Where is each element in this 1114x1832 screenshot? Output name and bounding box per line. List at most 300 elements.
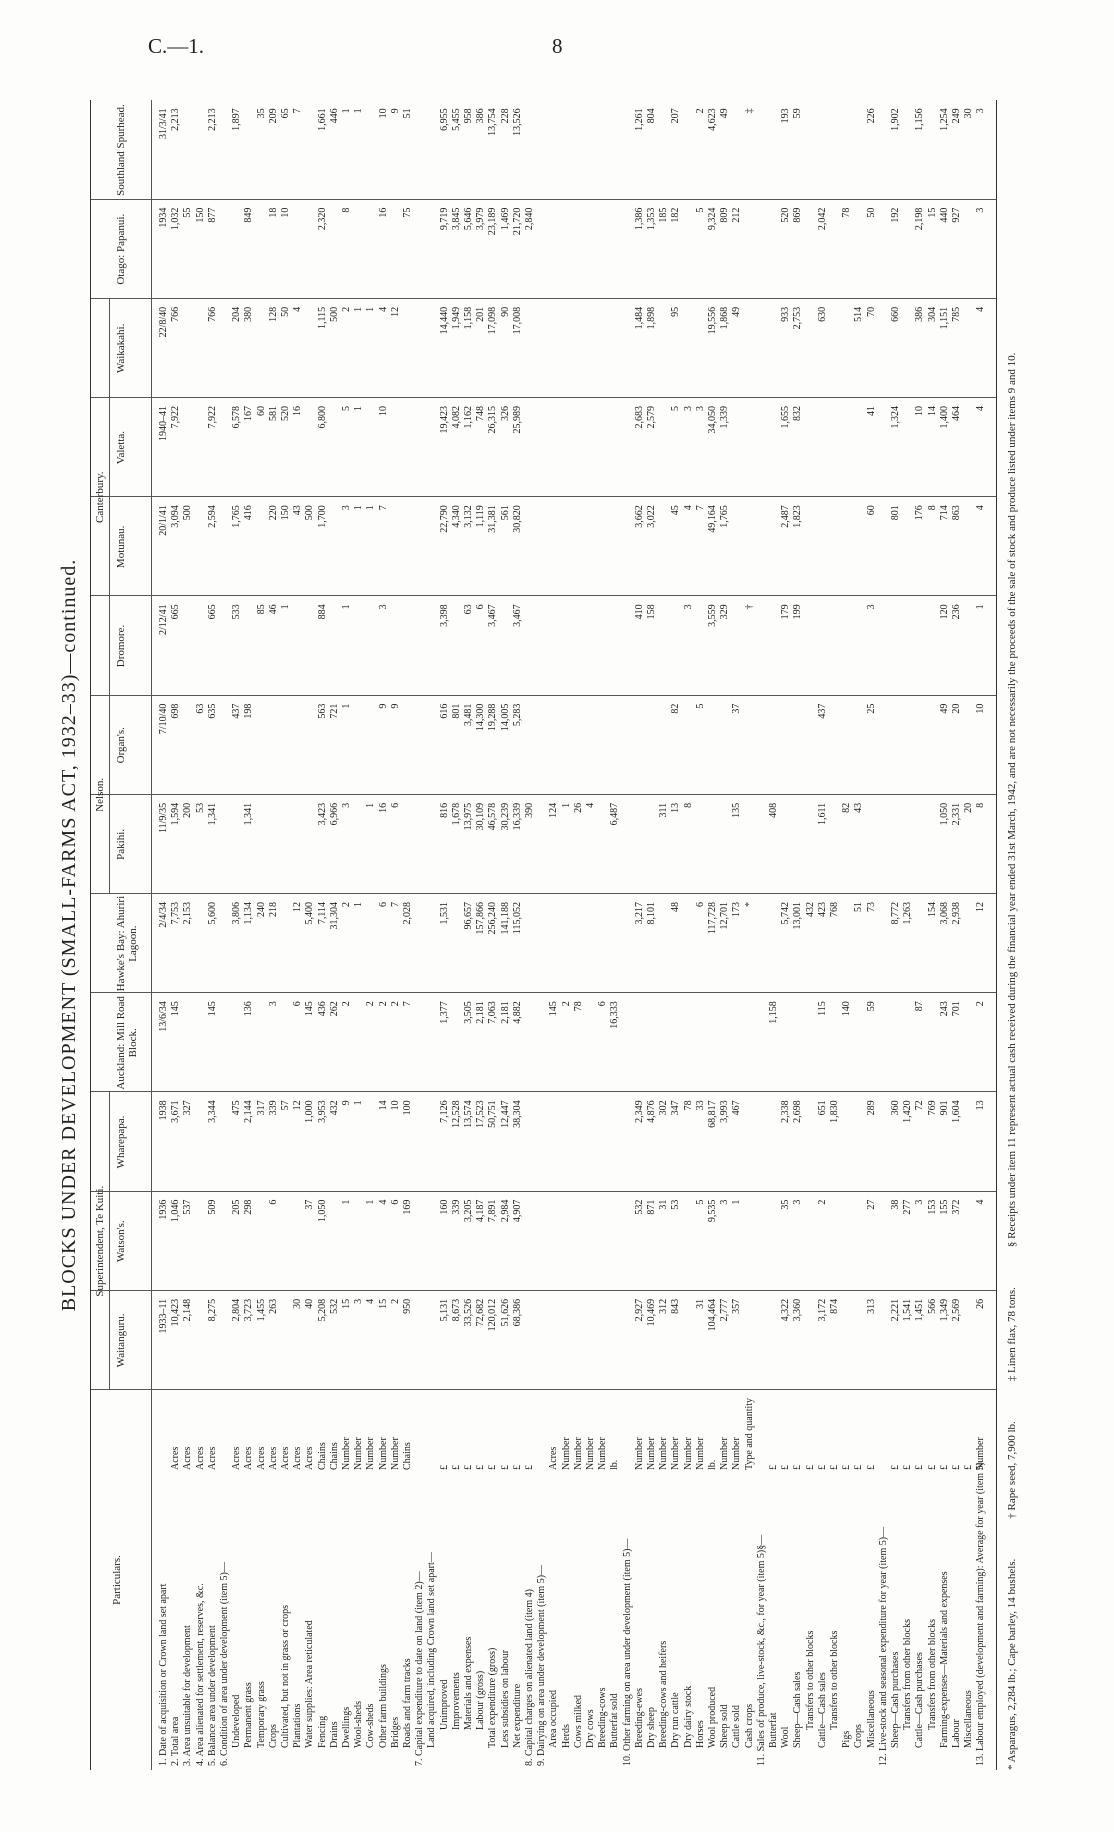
table-cell: 19,556 [707, 306, 718, 335]
row-label: Wool-sheds [353, 1701, 365, 1748]
table-cell: 339 [267, 1100, 279, 1116]
table-cell: 721 [328, 703, 340, 719]
table-cell: 6,966 [328, 802, 340, 826]
table-cell: 3 [694, 406, 706, 412]
table-cell: 849 [243, 207, 255, 223]
row-unit: £ [475, 1465, 487, 1470]
table-cell: 18 [267, 207, 279, 218]
table-cell: 205 [231, 1199, 243, 1215]
table-cell: 263 [267, 1298, 279, 1314]
table-cell: 1,765 [231, 505, 243, 528]
table-cell: 72,682 [475, 1298, 487, 1327]
table-cell: 2 [377, 1001, 389, 1007]
row-unit: Acres [182, 1446, 194, 1470]
table-cell: 1,898 [646, 306, 657, 330]
table-cell: 1,604 [951, 1100, 962, 1123]
table-cell: 537 [182, 1199, 194, 1215]
table-cell: 3,467 [511, 604, 523, 627]
row-label: Fencing [316, 1715, 328, 1748]
table-cell: 21,720 [511, 207, 523, 236]
row-label: Crops [853, 1724, 865, 1748]
table-cell: 2 [816, 1199, 828, 1205]
table-cell: 1,451 [914, 1298, 926, 1322]
table-cell: 82 [670, 703, 682, 714]
table-cell: 446 [328, 108, 340, 124]
footnote: ‡ Linen flax, 78 tons. [1006, 1287, 1018, 1382]
table-cell: 25,989 [511, 406, 523, 434]
table-cell: 53 [194, 802, 206, 813]
table-cell: 329 [719, 604, 731, 620]
table-cell: 7,891 [487, 1199, 499, 1223]
table-cell: 104,464 [707, 1298, 718, 1332]
table-cell: 500 [182, 505, 194, 521]
table-cell: 19,288 [487, 703, 499, 732]
table-cell: 55 [182, 207, 194, 218]
table-cell: 72 [914, 1100, 926, 1111]
table-cell: 2,594 [206, 505, 218, 528]
table-cell: 49 [731, 306, 743, 317]
table-cell: 145 [206, 1001, 218, 1017]
table-cell: 2 [341, 1001, 352, 1007]
table-cell: 50 [280, 306, 291, 317]
table-cell: 14,440 [438, 306, 450, 335]
table-cell: 416 [243, 505, 255, 521]
table-cell: 6,955 [438, 108, 450, 131]
table-cell: 2,683 [633, 406, 645, 429]
row-unit: Number [585, 1437, 596, 1470]
row-unit: £ [487, 1465, 499, 1470]
table-cell: 1,156 [914, 108, 926, 131]
table-cell: 532 [328, 1298, 340, 1314]
table-cell: 8,772 [890, 902, 901, 925]
table-cell: 7,126 [438, 1100, 450, 1123]
table-cell: 5,208 [316, 1298, 328, 1322]
table-cell: 877 [206, 207, 218, 223]
row-unit: Acres [292, 1446, 304, 1470]
table-cell: 226 [865, 108, 877, 124]
row-unit: £ [951, 1465, 962, 1470]
column-header: Pakihi. [115, 828, 127, 860]
table-cell: 201 [475, 306, 487, 322]
table-cell: 901 [938, 1100, 950, 1116]
table-cell: 1 [365, 1199, 377, 1205]
table-cell: 1 [341, 108, 352, 114]
row-label: Undeveloped [231, 1694, 243, 1748]
row-unit: Number [389, 1437, 401, 1470]
table-cell: 1,594 [170, 802, 182, 826]
table-cell: 1,655 [780, 406, 792, 429]
row-label: 2. Total area [170, 1716, 182, 1766]
table-cell: 311 [658, 802, 670, 818]
table-cell: 4 [682, 505, 694, 511]
table-cell: 4 [377, 1199, 389, 1205]
table-cell: 2,213 [206, 108, 218, 131]
table-cell: 1 [341, 703, 352, 709]
table-cell: 11/9/35 [158, 802, 169, 833]
row-label: Drains [328, 1721, 340, 1748]
table-cell: 153 [926, 1199, 938, 1215]
table-cell: 198 [243, 703, 255, 719]
row-label: Roads and farm tracks [402, 1658, 413, 1748]
row-unit: £ [902, 1465, 914, 1470]
table-cell: 57 [280, 1100, 291, 1111]
table-cell: 7,922 [206, 406, 218, 429]
table-cell: 801 [450, 703, 462, 719]
table-cell: 51 [402, 108, 413, 119]
table-cell: 1 [975, 604, 987, 610]
row-label: Cows milked [572, 1694, 584, 1748]
column-divider [91, 595, 996, 596]
table-cell: 533 [231, 604, 243, 620]
table-cell: 25 [865, 703, 877, 714]
row-label: Dry sheep [646, 1707, 657, 1748]
row-label: Sheep—Cash sales [792, 1671, 804, 1748]
table-cell: 6 [377, 902, 389, 908]
row-unit: Number [560, 1437, 572, 1470]
table-cell: 155 [938, 1199, 950, 1215]
row-unit: £ [853, 1465, 865, 1470]
row-label: Farming-expenses—Materials and expenses [938, 1571, 950, 1748]
row-unit: Number [694, 1437, 706, 1470]
table-cell: 38,304 [511, 1100, 523, 1128]
table-cell: 243 [938, 1001, 950, 1017]
row-unit: Acres [243, 1446, 255, 1470]
table-cell: 360 [890, 1100, 901, 1116]
table-cell: 3,993 [719, 1100, 731, 1123]
column-group-header: Nelson. [94, 777, 106, 812]
table-cell: 5 [694, 703, 706, 709]
table-cell: 1,902 [890, 108, 901, 131]
table-cell: 289 [865, 1100, 877, 1116]
table-cell: 31/3/41 [158, 108, 169, 139]
table-cell: 30,239 [499, 802, 511, 831]
table-cell: 1,050 [938, 802, 950, 826]
table-cell: 520 [280, 406, 291, 422]
table-cell: 13 [670, 802, 682, 813]
table-cell: 2,181 [475, 1001, 487, 1024]
table-cell: 10 [280, 207, 291, 218]
table-cell: 15 [377, 1298, 389, 1309]
table-cell: 386 [475, 108, 487, 124]
table-cell: 228 [499, 108, 511, 124]
column-divider [91, 199, 996, 200]
row-label: Breeding-cows [597, 1687, 609, 1748]
table-cell: 950 [402, 1298, 413, 1314]
table-cell: 1 [353, 108, 365, 114]
table-cell: 59 [865, 1001, 877, 1012]
table-cell: 16 [377, 802, 389, 813]
table-cell: 698 [170, 703, 182, 719]
table-cell: 158 [646, 604, 657, 620]
table-cell: 475 [231, 1100, 243, 1116]
row-label: Cultivated, but not in grass or crops [280, 1604, 291, 1748]
table-cell: 1 [365, 306, 377, 312]
table-cell: 1,455 [255, 1298, 267, 1322]
page-reference: C.—1. [148, 34, 205, 58]
table-cell: 1,541 [902, 1298, 914, 1322]
row-label: 7. Capital expenditure to date on land (item 2)— [414, 1571, 426, 1766]
table-cell: 3,505 [463, 1001, 474, 1024]
table-cell: 204 [231, 306, 243, 322]
table-cell: 95 [670, 306, 682, 317]
table-cell: 19,423 [438, 406, 450, 434]
row-unit: £ [926, 1465, 938, 1470]
table-cell: 150 [194, 207, 206, 223]
column-divider [91, 1191, 996, 1192]
row-unit: Chains [402, 1442, 413, 1470]
table-cell: 2,028 [402, 902, 413, 925]
table-cell: 78 [841, 207, 853, 218]
table-cell: 660 [890, 306, 901, 322]
row-label: 4. Area alienated for settlement, reserves, &c. [194, 1583, 206, 1766]
table-cell: 3,344 [206, 1100, 218, 1123]
table-cell: 372 [951, 1199, 962, 1215]
table-cell: 509 [206, 1199, 218, 1215]
row-label: Improvements [450, 1672, 462, 1730]
table-cell: 167 [243, 406, 255, 422]
table-cell: 1,420 [902, 1100, 914, 1123]
table-cell: 12 [975, 902, 987, 913]
table-cell: 43 [853, 802, 865, 813]
table-cell: 3,671 [170, 1100, 182, 1123]
table-cell: 1,046 [170, 1199, 182, 1223]
table-cell: 4 [585, 802, 596, 808]
row-label: Breeding-cows and heifers [658, 1640, 670, 1748]
table-cell: 136 [243, 1001, 255, 1017]
table-cell: 185 [658, 207, 670, 223]
table-cell: 313 [865, 1298, 877, 1314]
table-cell: 408 [768, 802, 779, 818]
table-cell: 2 [389, 1298, 401, 1304]
row-label: Other farm buildings [377, 1664, 389, 1748]
table-cell: 4,876 [646, 1100, 657, 1123]
table-cell: 2,698 [792, 1100, 804, 1123]
table-cell: 60 [255, 406, 267, 417]
table-cell: 1,324 [890, 406, 901, 429]
table-cell: 766 [206, 306, 218, 322]
row-label: Land acquired, including Crown land set apart— [426, 1552, 438, 1748]
table-cell: 40 [304, 1298, 316, 1309]
table-cell: 10,423 [170, 1298, 182, 1327]
row-unit: Number [572, 1437, 584, 1470]
table-cell: 9 [389, 703, 401, 709]
row-label: Cow-sheds [365, 1703, 377, 1748]
table-cell: 714 [938, 505, 950, 521]
row-unit: £ [450, 1465, 462, 1470]
table-cell: 12 [292, 1100, 304, 1111]
row-label: Cattle—Cash purchases [914, 1652, 926, 1748]
table-cell: 2,927 [633, 1298, 645, 1322]
table-cell: 2,198 [914, 207, 926, 231]
table-cell: 1936 [158, 1199, 169, 1220]
table-cell: 871 [646, 1199, 657, 1215]
table-cell: 9 [377, 703, 389, 709]
table-cell: 665 [206, 604, 218, 620]
table-cell: 1 [365, 802, 377, 808]
table-cell: 4,082 [450, 406, 462, 429]
row-unit: £ [524, 1465, 535, 1470]
table-cell: 339 [450, 1199, 462, 1215]
table-cell: 10 [377, 108, 389, 119]
table-cell: 115 [816, 1001, 828, 1016]
row-unit: £ [938, 1465, 950, 1470]
table-cell: 10 [914, 406, 926, 417]
table-cell: 5 [670, 406, 682, 412]
table-cell: 436 [316, 1001, 328, 1017]
table-cell: 5,283 [511, 703, 523, 727]
table-cell: 1,531 [438, 902, 450, 925]
row-label: Water supplies: Area reticulated [304, 1620, 316, 1748]
row-unit: Number [597, 1437, 609, 1470]
table-cell: 13/6/34 [158, 1001, 169, 1032]
table-cell: 124 [548, 802, 560, 818]
table-cell: 14 [926, 406, 938, 417]
table-cell: 1,119 [475, 505, 487, 528]
table-cell: 6 [267, 1199, 279, 1205]
group-underline [109, 1092, 110, 1390]
table-cell: 651 [816, 1100, 828, 1116]
table-cell: 23,189 [487, 207, 499, 236]
table-cell: 249 [951, 108, 962, 124]
table-cell: 5 [694, 207, 706, 213]
table-cell: 16,333 [609, 1001, 621, 1029]
table-cell: 2,221 [890, 1298, 901, 1322]
table-cell: 6 [475, 604, 487, 610]
table-cell: 200 [182, 802, 194, 818]
table-cell: 117,728 [707, 902, 718, 935]
table-cell: 5 [341, 406, 352, 412]
table-cell: 12,528 [450, 1100, 462, 1128]
table-cell: 1934 [158, 207, 169, 228]
table-cell: 8 [975, 802, 987, 808]
table-cell: 141,188 [499, 902, 511, 935]
table-cell: 82 [841, 802, 853, 813]
row-unit: Acres [255, 1446, 267, 1470]
column-header: Waitanguru. [115, 1313, 127, 1368]
table-cell: 160 [438, 1199, 450, 1215]
table-cell: 277 [902, 1199, 914, 1215]
row-label: Dwellings [341, 1706, 352, 1748]
row-unit: Number [353, 1437, 365, 1470]
table-cell: 843 [670, 1298, 682, 1314]
row-unit: Number [731, 1437, 743, 1470]
table-cell: 13,975 [463, 802, 474, 831]
column-header: Auckland: Mill Road Block. [115, 996, 139, 1090]
table-cell: 1,353 [646, 207, 657, 231]
table-cell: 1,897 [231, 108, 243, 131]
table-cell: 884 [316, 604, 328, 620]
table-cell: 68,817 [707, 1100, 718, 1128]
table-cell: 2,569 [951, 1298, 962, 1322]
table-cell: 3 [975, 108, 987, 114]
row-unit: Number [975, 1437, 987, 1470]
table-cell: 199 [792, 604, 804, 620]
particulars-header: Particulars. [111, 1555, 123, 1605]
table-cell: 35 [780, 1199, 792, 1210]
row-unit: Chains [316, 1442, 328, 1470]
table-cell: 50,751 [487, 1100, 499, 1128]
table-cell: 2,487 [780, 505, 792, 528]
table-cell: 1,254 [938, 108, 950, 131]
table-cell: 4,882 [511, 1001, 523, 1024]
table-cell: 4,623 [707, 108, 718, 131]
column-header: Otago: Papanui. [115, 213, 127, 285]
table-cell: 2,579 [646, 406, 657, 429]
table-cell: 1,341 [206, 802, 218, 826]
table-cell: 1,032 [170, 207, 182, 231]
table-cell: 8,673 [450, 1298, 462, 1322]
table-cell: * [743, 902, 755, 908]
row-unit: Acres [170, 1446, 182, 1470]
row-unit: Acres [194, 1446, 206, 1470]
table-cell: 182 [670, 207, 682, 223]
table-cell: 1 [341, 604, 352, 610]
table-cell: 1,349 [938, 1298, 950, 1322]
table-cell: 51 [853, 902, 865, 913]
table-cell: 120 [938, 604, 950, 620]
row-unit: Chains [328, 1442, 340, 1470]
row-label: 10. Other farming on area under development (item 5)— [621, 1538, 633, 1766]
table-cell: 3,132 [463, 505, 474, 528]
table-cell: 298 [243, 1199, 255, 1215]
row-label: Transfers from other blocks [902, 1618, 914, 1730]
row-label: Cash crops [743, 1703, 755, 1748]
table-cell: 13,574 [463, 1100, 474, 1128]
table-cell: 78 [682, 1100, 694, 1111]
table-cell: 2,338 [780, 1100, 792, 1123]
table-cell: 874 [829, 1298, 840, 1314]
table-cell: 179 [780, 604, 792, 620]
table-cell: 60 [865, 505, 877, 516]
table-cell: 2,349 [633, 1100, 645, 1123]
table-cell: 8 [682, 802, 694, 808]
row-unit: lb. [707, 1459, 718, 1470]
row-unit: Acres [267, 1446, 279, 1470]
table-cell: 1 [353, 1100, 365, 1106]
table-cell: 63 [463, 604, 474, 615]
row-label: 12. Live-stock and seasonal expenditure for year (item 5)— [877, 1526, 889, 1766]
table-cell: 96,657 [463, 902, 474, 930]
table-cell: 169 [402, 1199, 413, 1215]
table-cell: ‡ [743, 108, 755, 114]
table-cell: 3,217 [633, 902, 645, 925]
table-cell: 3 [682, 604, 694, 610]
table-cell: 6,487 [609, 802, 621, 826]
table-cell: 1,263 [902, 902, 914, 925]
table-cell: 832 [792, 406, 804, 422]
table-cell: 6 [292, 1001, 304, 1007]
row-label: Permanent grass [243, 1682, 255, 1748]
row-label: Miscellaneous [865, 1690, 877, 1748]
table-cell: 766 [170, 306, 182, 322]
table-cell: 3 [865, 604, 877, 610]
table-cell: 48 [670, 902, 682, 913]
table-cell: 6 [389, 1199, 401, 1205]
column-header: Valetta. [115, 430, 127, 465]
table-cell: 1,386 [633, 207, 645, 231]
footnote: † Rape seed, 7,900 lb. [1006, 1421, 1018, 1519]
table-cell: 14,300 [475, 703, 487, 732]
table-cell: † [743, 604, 755, 610]
table-cell: 49 [719, 108, 731, 119]
table-cell: 927 [951, 207, 962, 223]
row-label: Transfers from other blocks [926, 1618, 938, 1730]
row-unit: Number [633, 1437, 645, 1470]
row-label: 6. Condition of area under development (item 5)— [219, 1562, 230, 1766]
table-cell: 31 [694, 1298, 706, 1309]
table-cell: 37 [731, 703, 743, 714]
table-cell: 2,804 [231, 1298, 243, 1322]
